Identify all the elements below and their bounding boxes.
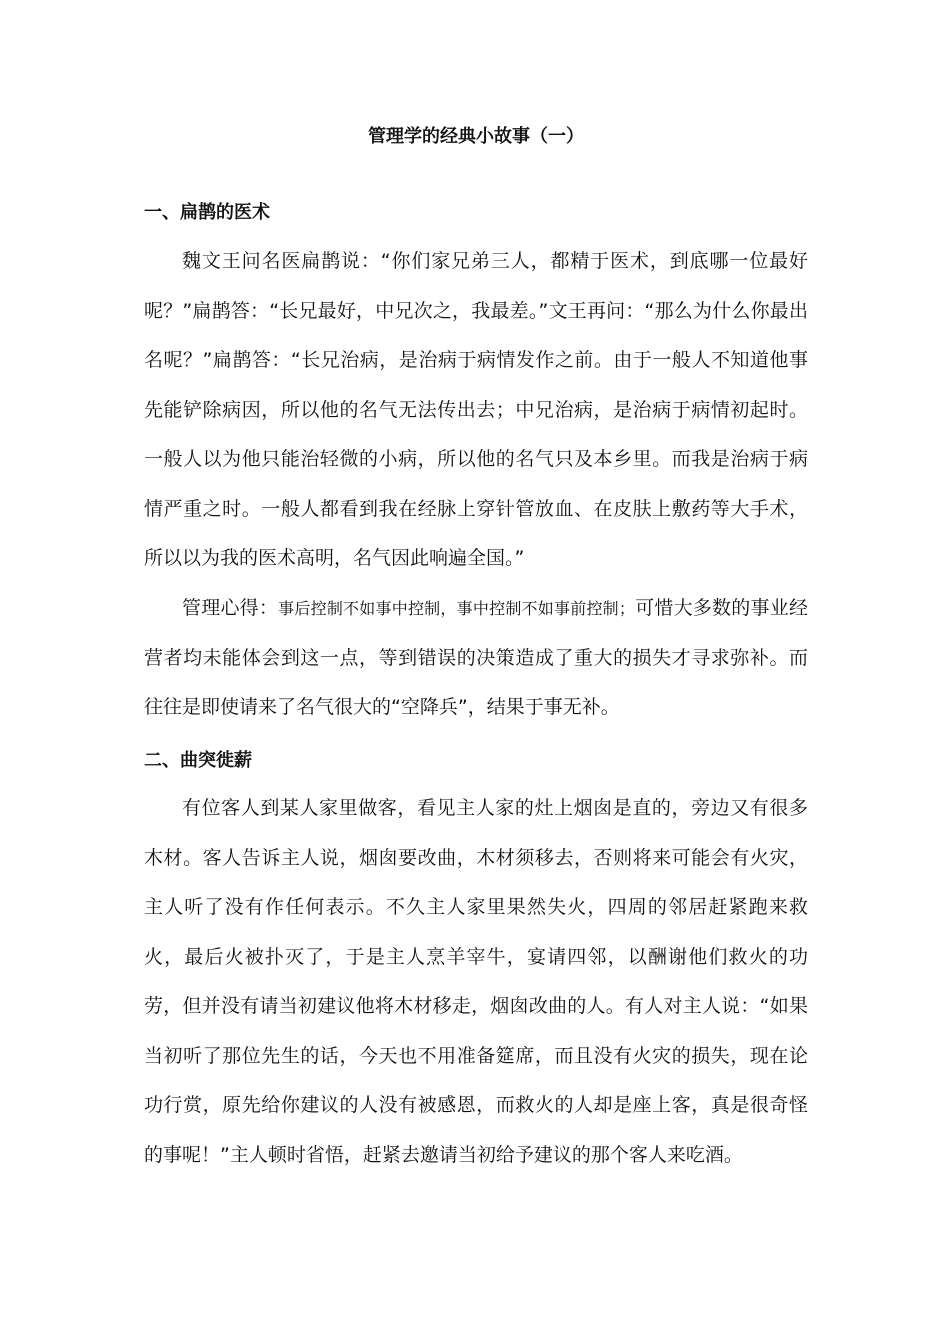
insight-rest: 可惜大多数的事业经营者均未能体会到这一点，等到错误的决策造成了重大的损失才寻求弥补。而往往是即使请来了名气很大的“空降兵”，结果于事无补。 — [144, 597, 808, 718]
section-heading-1: 一、扁鹊的医术 — [144, 202, 270, 223]
document-title: 管理学的经典小故事（一） — [368, 126, 584, 147]
story-paragraph-2: 有位客人到某人家里做客，看见主人家的灶上烟囱是直的，旁边又有很多木材。客人告诉主人说，烟囱要改曲，木材须移去，否则将来可能会有火灾，主人听了没有作任何表示。不久主人家里果然失火，四周的邻居赶紧跑来救火，最后火被扑灭了，于是主人烹羊宰牛，宴请四邻，以酬谢他们救火的功劳，但并没有请当初建议他将木材移走，烟囱改曲的人。有人对主人说：“如果当初听了那位先生的话，今天也不用准备筵席，而且没有火灾的损失，现在论功行赏，原先给你建议的人没有被感恩，而救火的人却是座上客，真是很奇怪的事呢！”主人顿时省悟，赶紧去邀请当初给予建议的那个客人来吃酒。 — [144, 797, 808, 1166]
section-heading-2: 二、曲突徙薪 — [144, 750, 252, 771]
insight-emphasis: 事后控制不如事中控制，事中控制不如事前控制； — [278, 599, 635, 618]
insight-paragraph-1 — [144, 584, 808, 733]
story-paragraph-1: 魏文王问名医扁鹊说：“你们家兄弟三人，都精于医术，到底哪一位最好呢？”扁鹊答：“长兄最好，中兄次之，我最差。”文王再问：“那么为什么你最出名呢？”扁鹊答：“长兄治病，是治病于病情发作之前。由于一般人不知道他事先能铲除病因，所以他的名气无法传出去；中兄治病，是治病于病情初起时。一般人以为他只能治轻微的小病，所以他的名气只及本乡里。而我是治病于病情严重之时。一般人都看到我在经脉上穿针管放血、在皮肤上敷药等大手术，所以以为我的医术高明，名气因此响遍全国。” — [144, 250, 808, 569]
insight-label: 管理心得： — [182, 597, 279, 619]
